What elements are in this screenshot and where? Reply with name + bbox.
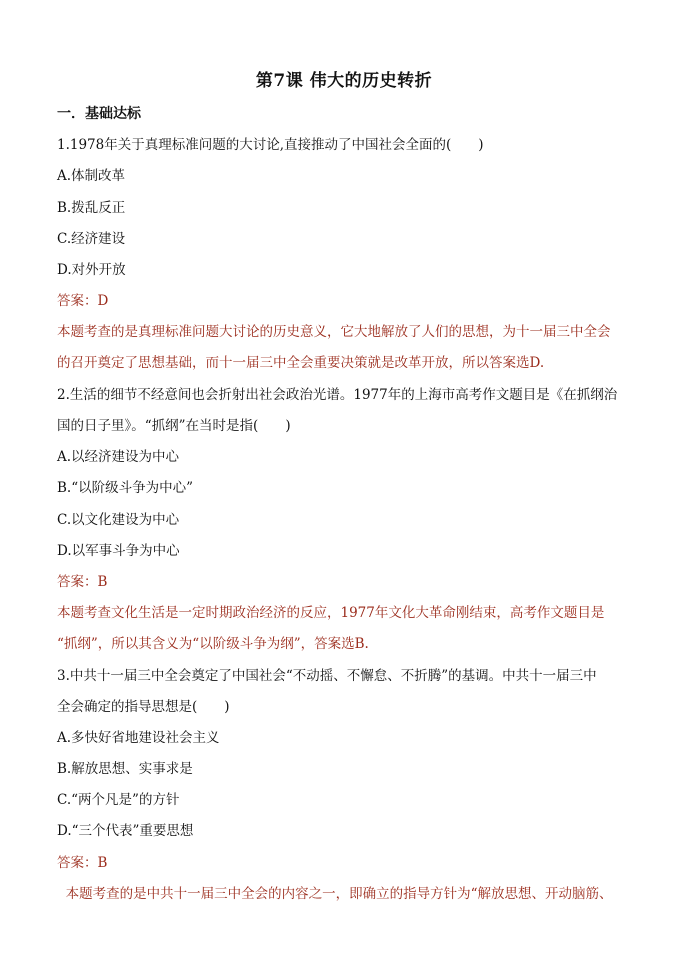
question-1-option-a: A.体制改革 xyxy=(57,168,126,184)
question-3-stem-line-1: 3.中共十一届三中全会奠定了中国社会“不动摇、不懈怠、不折腾”的基调。中共十一届三中 xyxy=(57,668,597,684)
section-heading: 一．基础达标 xyxy=(57,106,141,122)
question-3-explanation-line-1: 本题考查的是中共十一届三中全会的内容之一，即确立的指导方针为“解放思想、开动脑筋、 xyxy=(57,886,613,902)
question-3-option-a: A.多快好省地建设社会主义 xyxy=(57,730,220,746)
question-2-stem-line-1: 2.生活的细节不经意间也会折射出社会政治光谱。1977年的上海市高考作文题目是《在抓纲治 xyxy=(57,387,618,403)
page-title: 第7课 伟大的历史转折 xyxy=(255,71,433,91)
question-2-option-b: B.“以阶级斗争为中心” xyxy=(57,480,194,496)
question-1-option-d: D.对外开放 xyxy=(57,262,126,278)
question-1-answer: 答案：D xyxy=(57,293,109,309)
question-2-explanation-line-1: 本题考查文化生活是一定时期政治经济的反应，1977年文化大革命刚结束，高考作文题目是 xyxy=(57,605,605,621)
question-1-explanation-line-1: 本题考查的是真理标准问题大讨论的历史意义，它大地解放了人们的思想，为十一届三中全会 xyxy=(57,324,611,340)
question-3-stem-line-2: 全会确定的指导思想是( ) xyxy=(57,699,230,715)
question-3-option-c: C.“两个凡是”的方针 xyxy=(57,792,180,808)
question-2-option-d: D.以军事斗争为中心 xyxy=(57,543,180,559)
question-2-answer: 答案：B xyxy=(57,574,108,590)
question-3-option-d: D.“三个代表”重要思想 xyxy=(57,823,194,839)
question-1-option-b: B.拨乱反正 xyxy=(57,200,126,216)
question-2-explanation-line-2: “抓纲”，所以其含义为“以阶级斗争为纲”，答案选B. xyxy=(57,636,369,652)
question-1-stem-line-1: 1.1978年关于真理标准问题的大讨论,直接推动了中国社会全面的( ) xyxy=(57,137,484,153)
question-2-option-a: A.以经济建设为中心 xyxy=(57,449,180,465)
question-1-option-c: C.经济建设 xyxy=(57,231,126,247)
question-1-explanation-line-2: 的召开奠定了思想基础，而十一届三中全会重要决策就是改革开放，所以答案选D. xyxy=(57,355,545,371)
question-2-stem-line-2: 国的日子里》。“抓纲”在当时是指( ) xyxy=(57,418,291,434)
question-2-option-c: C.以文化建设为中心 xyxy=(57,512,180,528)
question-3-option-b: B.解放思想、实事求是 xyxy=(57,761,193,777)
question-3-answer: 答案：B xyxy=(57,855,108,871)
